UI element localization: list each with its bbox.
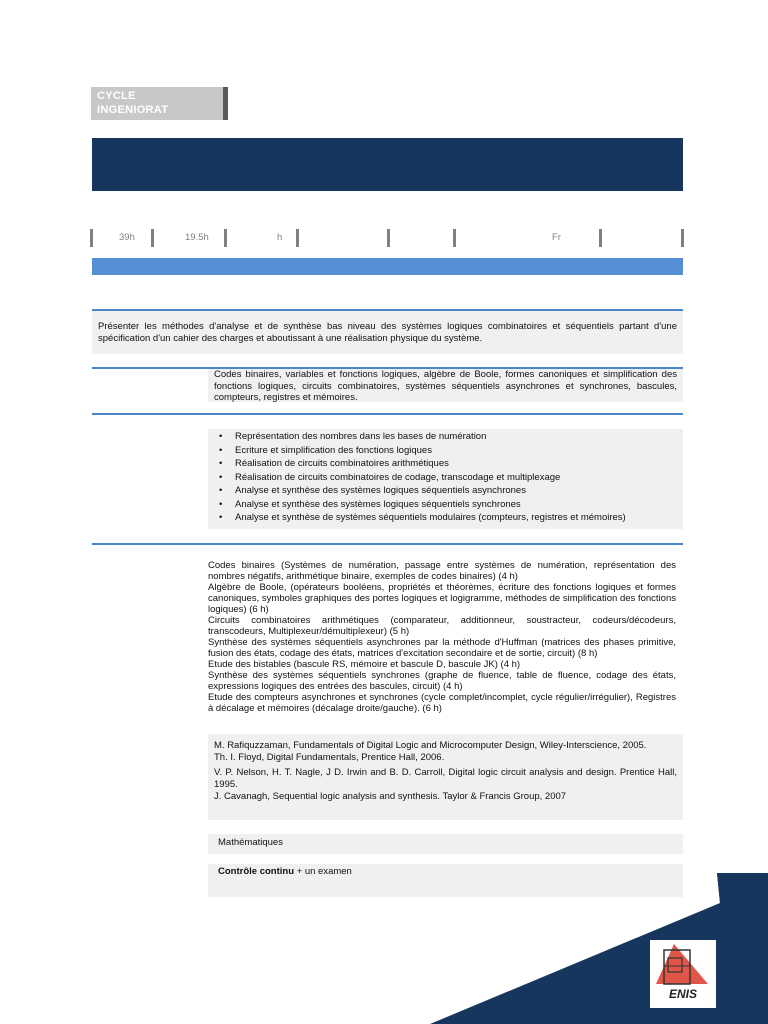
reference-item: Th. I. Floyd, Digital Fundamentals, Prentice Hall, 2006. — [214, 752, 445, 763]
meta-language: Fr — [552, 232, 561, 243]
cycle-label — [97, 89, 168, 117]
skill-item: • Ecriture et simplification des fonctions logiques — [208, 444, 683, 458]
reference-item: M. Rafiquzzaman, Fundamentals of Digital Logic and Microcomputer Design, Wiley-Interscience, 2005. — [214, 740, 647, 751]
meta-divider — [681, 229, 684, 247]
meta-hours-practical: h — [277, 232, 283, 243]
prerequisite-courses-panel — [208, 834, 683, 854]
skill-item: • Analyse et synthèse des systèmes logiques séquentiels synchrones — [208, 498, 683, 512]
cycle-divider — [223, 87, 228, 120]
triangle-shape — [430, 873, 768, 1024]
reference-item: V. P. Nelson, H. T. Nagle, J D. Irwin and B. D. Carroll, Digital logic circuit analysis and design. Prentice Hall, 1995. — [214, 767, 677, 790]
course-title-bar — [92, 138, 683, 191]
skill-item: • Réalisation de circuits combinatoires arithmétiques — [208, 457, 683, 471]
objectives-panel — [92, 311, 683, 354]
meta-divider — [599, 229, 602, 247]
content-item: Codes binaires (Systèmes de numération, passage entre systèmes de numération, représentation des nombres négatifs, arithmétique binaire, exemples de codes binaires) (4 h) — [208, 560, 676, 582]
prerequisites-panel — [208, 369, 683, 402]
objectives-text: Présenter les méthodes d'analyse et de synthèse bas niveau des systèmes logiques combinatoires et séquentiels partant d'une spécification d'un cahier des charges et aboutissant à une réalisation physique du système. — [98, 321, 677, 344]
content-item: Etude des bistables (bascule RS, mémoire et bascule D, bascule JK) (4 h) — [208, 659, 521, 670]
evaluation-bold: Contrôle continu — [218, 866, 294, 877]
cycle-label-line1: CYCLE — [97, 90, 136, 102]
meta-divider — [296, 229, 299, 247]
meta-divider — [453, 229, 456, 247]
meta-divider — [224, 229, 227, 247]
school-logo — [650, 940, 716, 1008]
skill-item: • Réalisation de circuits combinatoires de codage, transcodage et multiplexage — [208, 471, 683, 485]
meta-divider — [90, 229, 93, 247]
content-item: Synthèse des systèmes séquentiels asynchrones par la méthode d'Huffman (matrices des phases primitive, fusion des états, codage des états, matrices d'excitation secondaire et de sortie, circuit) (8 h) — [208, 637, 676, 659]
meta-divider — [387, 229, 390, 247]
logo-graphic — [650, 940, 716, 1008]
section-rule — [92, 413, 683, 415]
meta-hours-lecture: 39h — [119, 232, 135, 243]
course-content — [208, 560, 676, 714]
skills-list — [208, 430, 683, 525]
reference-item: J. Cavanagh, Sequential logic analysis and synthesis. Taylor & Francis Group, 2007 — [214, 791, 567, 802]
prerequisite-courses-text: Mathématiques — [218, 837, 283, 848]
references-panel — [208, 734, 683, 820]
meta-hours-tutorial: 19.5h — [185, 232, 209, 243]
decorative-triangle — [430, 873, 768, 1024]
skill-item: • Analyse et synthèse des systèmes logiques séquentiels asynchrones — [208, 484, 683, 498]
content-item: Synthèse des systèmes séquentiels synchrones (graphe de fluence, table de fluence, codage des états, expressions logiques des entrées des bascules, circuit) (4 h) — [208, 670, 676, 692]
evaluation-rest: + un examen — [294, 866, 352, 877]
content-item: Etude des compteurs asynchrones et synchrones (cycle complet/incomplet, cycle régulier/irrégulier), Registres à décalage et mémoires (décalage droite/gauche). (6 h) — [208, 692, 676, 714]
skill-item: • Représentation des nombres dans les bases de numération — [208, 430, 683, 444]
section-band — [92, 258, 683, 275]
course-meta-row — [90, 229, 684, 247]
meta-divider — [151, 229, 154, 247]
content-item: Circuits combinatoires arithmétiques (comparateur, additionneur, soustracteur, codeurs/décodeurs, transcodeurs, Multiplexeur/démultiplexeur) (5 h) — [208, 615, 676, 637]
skills-panel — [208, 429, 683, 529]
content-item: Algèbre de Boole, (opérateurs booléens, propriétés et théorèmes, écriture des fonctions logiques et formes canoniques, symboles graphiques des portes logiques et logigramme, méthodes de simplification des fonctions logiques) (6 h) — [208, 582, 676, 615]
skill-item: • Analyse et synthèse de systèmes séquentiels modulaires (compteurs, registres et mémoires) — [208, 511, 683, 525]
logo-text: ENIS — [668, 987, 698, 1001]
cycle-label-line2: INGENIORAT — [97, 104, 169, 116]
section-rule — [92, 543, 683, 545]
prerequisites-text: Codes binaires, variables et fonctions logiques, algèbre de Boole, formes canoniques et simplification des fonctions logiques, circuits combinatoires, systèmes séquentiels asynchrones et synchrones, bascules, compteurs, registres et mémoires. — [214, 369, 677, 404]
